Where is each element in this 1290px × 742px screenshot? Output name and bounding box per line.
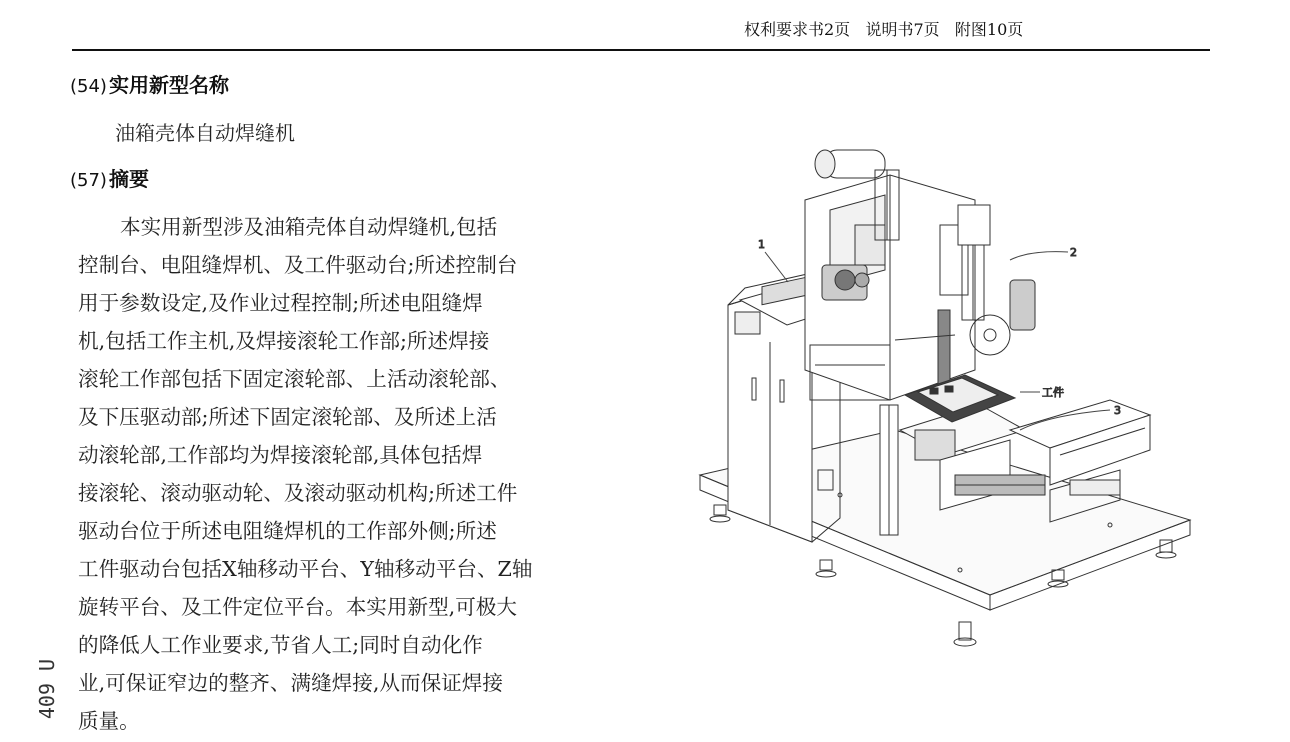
abstract-text bbox=[78, 208, 634, 740]
abstract-line: 业,可保证窄边的整齐、满缝焊接,从而保证焊接 bbox=[78, 671, 503, 695]
page-count-info bbox=[744, 17, 1023, 40]
machine-drawing bbox=[690, 130, 1210, 690]
abstract-line: 及下压驱动部;所述下固定滚轮部、及所述上活 bbox=[78, 405, 497, 429]
abstract-line: 滚轮工作部包括下固定滚轮部、上活动滚轮部、 bbox=[78, 367, 511, 391]
section-57-heading bbox=[70, 163, 149, 192]
abstract-line: 接滚轮、滚动驱动轮、及滚动驱动机构;所述工件 bbox=[78, 481, 518, 505]
support-column bbox=[880, 405, 898, 535]
callout-2: 2 bbox=[1070, 246, 1077, 259]
abstract-line: 本实用新型涉及油箱壳体自动焊缝机,包括 bbox=[120, 215, 498, 239]
section-54-number: (54) bbox=[70, 76, 107, 97]
section-54-heading bbox=[70, 69, 229, 98]
section-57-title: 摘要 bbox=[108, 167, 149, 191]
callout-1: 1 bbox=[758, 238, 765, 251]
utility-model-name: 油箱壳体自动焊缝机 bbox=[115, 121, 295, 145]
abstract-line: 的降低人工作业要求,节省人工;同时自动化作 bbox=[78, 633, 483, 657]
abstract-line: 工件驱动台包括X轴移动平台、Y轴移动平台、Z轴 bbox=[78, 557, 533, 581]
abstract-line: 动滚轮部,工作部均为焊接滚轮部,具体包括焊 bbox=[78, 443, 483, 467]
abstract-line: 用于参数设定,及作业过程控制;所述电阻缝焊 bbox=[78, 291, 483, 315]
drive-motor bbox=[822, 265, 869, 300]
side-document-code: 409 U bbox=[35, 658, 59, 719]
abstract-line: 控制台、电阻缝焊机、及工件驱动台;所述控制台 bbox=[78, 253, 518, 277]
callout-3: 3 bbox=[1114, 404, 1121, 417]
drawing-pages: 附图10页 bbox=[954, 20, 1024, 39]
abstract-line: 驱动台位于所述电阻缝焊机的工作部外侧;所述 bbox=[78, 519, 497, 543]
abstract-line: 旋转平台、及工件定位平台。本实用新型,可极大 bbox=[78, 595, 518, 619]
description-pages: 说明书7页 bbox=[865, 20, 940, 39]
section-54-title: 实用新型名称 bbox=[108, 73, 229, 97]
callout-workpiece: 工件 bbox=[1042, 386, 1064, 399]
abstract-line: 质量。 bbox=[78, 709, 140, 733]
claims-pages: 权利要求书2页 bbox=[744, 20, 851, 39]
section-57-number: (57) bbox=[70, 170, 107, 191]
abstract-line: 机,包括工作主机,及焊接滚轮工作部;所述焊接 bbox=[78, 329, 490, 353]
header-divider bbox=[72, 49, 1210, 51]
